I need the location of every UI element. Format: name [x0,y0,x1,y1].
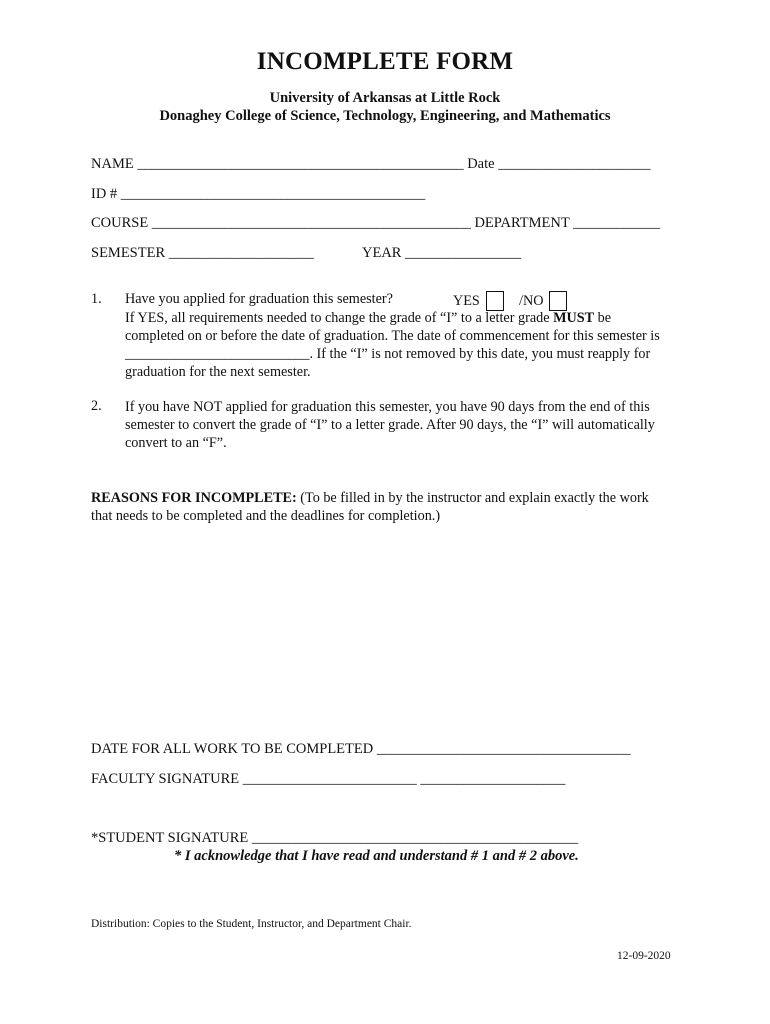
semester-field[interactable]: SEMESTER ____________________ [91,245,314,261]
form-revision-date: 12-09-2020 [617,950,671,962]
yes-label: YES [453,293,480,309]
item-1-text-b: be completed on or before the date of graduation. The date of commencement for this semester is __________________________. If the “I” is not removed by this date, you must reapply for graduation for the next semester. [125,310,660,380]
reasons-instructions: (To be filled in by the instructor and explain exactly the work that needs to be completed and the deadlines for completion.) [91,490,649,524]
faculty-signature-field[interactable]: FACULTY SIGNATURE ________________________ ____________________ [91,771,566,787]
item-1-must: MUST [553,310,595,326]
reasons-writing-area[interactable] [91,530,671,730]
reasons-section [91,489,671,525]
reasons-label: REASONS FOR INCOMPLETE: [91,490,297,506]
completion-date-field[interactable]: DATE FOR ALL WORK TO BE COMPLETED ___________________________________ [91,741,631,757]
college-name: Donaghey College of Science, Technology, Engineering, and Mathematics [159,108,611,124]
yes-checkbox[interactable] [486,291,504,311]
year-field[interactable]: YEAR ________________ [362,245,522,261]
yes-option [453,291,504,311]
item-1-number: 1. [91,291,102,307]
distribution-note: Distribution: Copies to the Student, Instructor, and Department Chair. [91,918,412,930]
item-1-text-a: If YES, all requirements needed to change the grade of “I” to a letter grade [125,310,554,326]
course-department-field[interactable]: COURSE ____________________________________________ DEPARTMENT ____________ [91,215,661,231]
item-1-details [125,309,665,381]
form-title: INCOMPLETE FORM [256,48,514,75]
university-name: University of Arkansas at Little Rock [269,90,501,106]
id-field[interactable]: ID # __________________________________________ [91,186,426,202]
acknowledgement-note: * I acknowledge that I have read and understand # 1 and # 2 above. [174,848,579,864]
item-2-number: 2. [91,398,102,414]
no-checkbox[interactable] [549,291,567,311]
student-signature-field[interactable]: *STUDENT SIGNATURE _____________________________________________ [91,830,579,846]
item-1-question: Have you applied for graduation this semester? [125,291,393,307]
no-label: /NO [519,293,544,309]
item-2-text: If you have NOT applied for graduation this semester, you have 90 days from the end of this semester to convert the grade of “I” to a letter grade. After 90 days, the “I” will automatically convert to an “F”. [125,399,655,451]
name-date-field[interactable]: NAME _____________________________________________ Date _____________________ [91,156,651,172]
no-option [519,291,567,311]
